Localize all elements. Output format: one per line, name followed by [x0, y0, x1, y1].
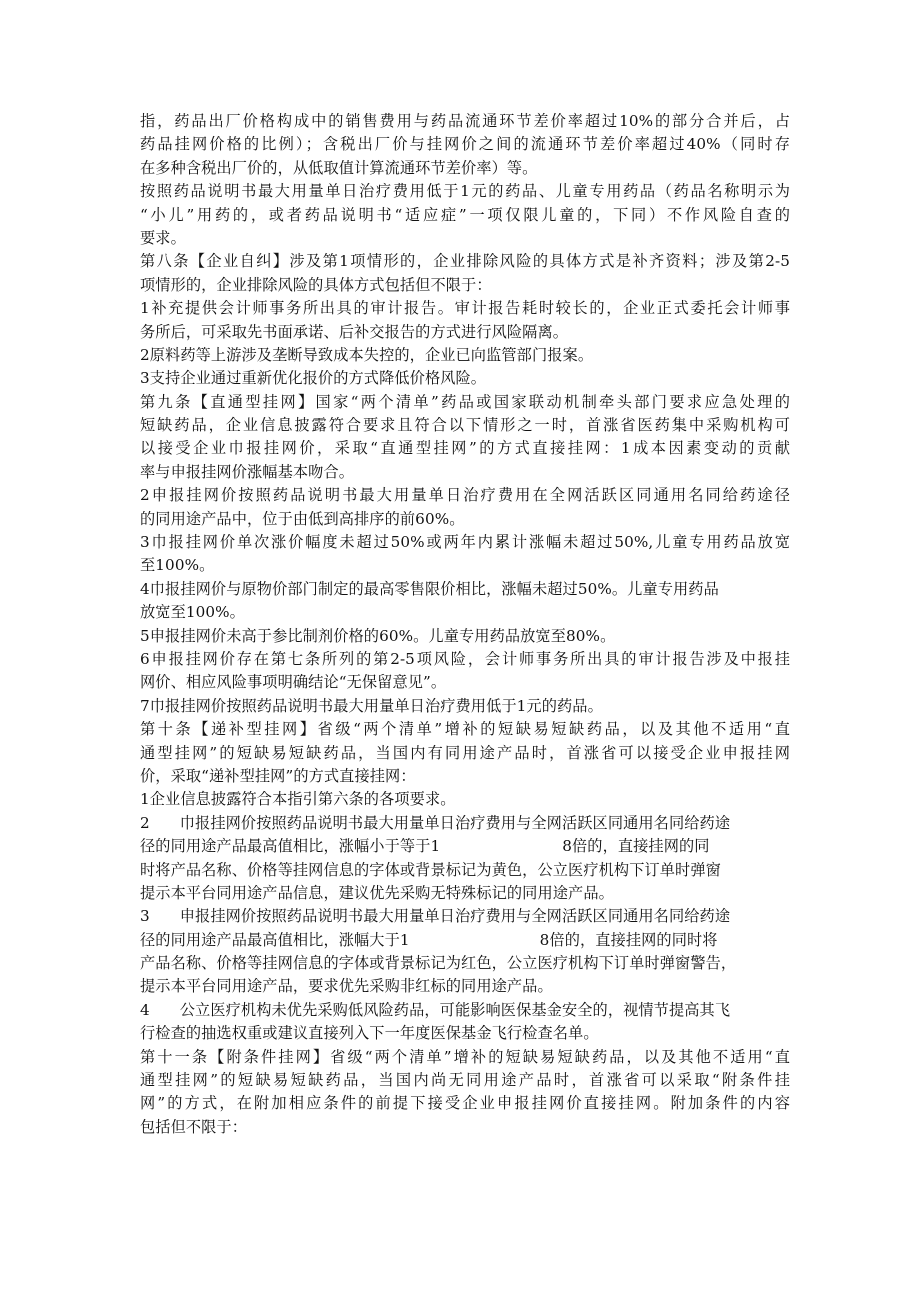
item-text: 8倍的，直接挂网的同时将 — [539, 930, 718, 949]
text-line: 2申报挂网价按照药品说明书最大用量单日治疗费用在全网活跃区同通用名同给药途径 — [140, 486, 790, 505]
item-text: 8倍的，直接挂网的同 — [562, 837, 710, 856]
item-text: 径的同用途产品最高值相比，涨幅小于等于1 — [140, 837, 441, 856]
article-8 — [140, 250, 790, 297]
text-line: 要求。 — [140, 228, 186, 247]
article-9-item-2 — [140, 484, 790, 531]
text-line: 至100%。 — [140, 556, 215, 575]
article-8-item-2 — [140, 344, 790, 367]
item-text: 申报挂网价按照药品说明书最大用量单日治疗费用与全网活跃区同通用名同给药途 — [179, 907, 731, 926]
item-text: 径的同用途产品最高值相比，涨幅大于1 — [140, 930, 410, 949]
text-line: 在多种含税出厂价的，从低取值计算流通环节差价率）等。 — [140, 158, 538, 177]
article-9-item-5 — [140, 625, 790, 648]
text-line — [140, 835, 790, 858]
text-line: 通型挂网”的短缺易短缺药品，当国内尚无同用途产品时，首涨省可以采取“附条件挂 — [140, 1071, 790, 1090]
article-8-item-1 — [140, 297, 790, 344]
article-10-item-2 — [140, 812, 790, 906]
article-8-item-3 — [140, 367, 790, 390]
text-line: 提示本平台同用途产品，要求优先采购非红标的同用途产品。 — [140, 977, 553, 996]
text-line: 放宽至100%。 — [140, 603, 245, 622]
text-line: 7巾报挂网价按照药品说明书最大用量单日治疗费用低于1元的药品。 — [140, 696, 603, 715]
text-line: 3支持企业通过重新优化报价的方式降低价格风险。 — [140, 369, 487, 388]
text-line: 网”的方式，在附加相应条件的前提下接受企业申报挂网价直接挂网。附加条件的内容 — [140, 1094, 790, 1113]
text-line: 项情形的，企业排除风险的具体方式包括但不限于： — [140, 275, 492, 294]
item-number: 3 — [140, 907, 150, 926]
text-line: 包括但不限于： — [140, 1117, 248, 1136]
item-number: 2 — [140, 813, 150, 832]
text-line: 1企业信息披露符合本指引第六条的各项要求。 — [140, 790, 456, 809]
text-line — [140, 999, 790, 1022]
text-line: 5申报挂网价未高于参比制剂价格的60%。儿童专用药品放宽至80%。 — [140, 626, 616, 645]
text-line: 4巾报挂网价与原物价部门制定的最高零售限价相比，涨幅未超过50%。儿童专用药品 — [140, 579, 719, 598]
article-10-item-4 — [140, 999, 790, 1046]
article-10-item-3 — [140, 905, 790, 999]
text-line: 指，药品出厂价格构成中的销售费用与药品流通环节差价率超过10%的部分合并后，占 — [140, 112, 790, 130]
text-line: 通型挂网”的短缺易短缺药品，当国内有同用途产品时，首涨省可以接受企业申报挂网 — [140, 743, 790, 762]
article-9-item-7 — [140, 695, 790, 718]
document-body — [140, 110, 790, 1139]
text-line: 1补充提供会计师事务所出具的审计报告。审计报告耗时较长的，企业正式委托会计师事 — [140, 299, 790, 318]
text-line: 第九条【直通型挂网】国家“两个清单”药品或国家联动机制牵头部门要求应急处理的 — [140, 392, 790, 411]
item-number: 4 — [140, 1000, 150, 1019]
text-line — [140, 905, 790, 928]
text-line: 第十一条【附条件挂网】省级“两个清单”增补的短缺易短缺药品，以及其他不适用“直 — [140, 1047, 790, 1066]
paragraph-pricing-definition — [140, 110, 790, 180]
text-line: 产品名称、价格等挂网信息的字体或背景标记为红色，公立医疗机构下订单时弹窗警告， — [140, 954, 737, 973]
text-line — [140, 812, 790, 835]
text-line: 行检查的抽选权重或建议直接列入下一年度医保基金飞行检查名单。 — [140, 1024, 599, 1043]
text-line: 价，采取“递补型挂网”的方式直接挂网： — [140, 766, 416, 785]
text-line: 网价、相应风险事项明确结论“无保留意见”。 — [140, 673, 447, 692]
text-line: 药品挂网价格的比例）；含税出厂价与挂网价之间的流通环节差价率超过40%（同时存 — [140, 135, 790, 154]
article-9-item-3 — [140, 531, 790, 578]
item-text: 公立医疗机构未优先采购低风险药品，可能影响医保基金安全的，视情节提高其飞 — [179, 1000, 731, 1019]
text-line: 以接受企业巾报挂网价，采取“直通型挂网”的方式直接挂网：1成本因素变动的贡献 — [140, 439, 790, 458]
text-line: 时将产品名称、价格等挂网信息的字体或背景标记为黄色，公立医疗机构下订单时弹窗 — [140, 860, 721, 879]
article-9 — [140, 391, 790, 485]
text-line: 务所后，可采取先书面承诺、后补交报告的方式进行风险隔离。 — [140, 322, 569, 341]
text-line — [140, 929, 790, 952]
text-line: 短缺药品，企业信息披露符合要求且符合以下情形之一时，首涨省医药集中采购机构可 — [140, 416, 790, 435]
article-9-item-4 — [140, 578, 790, 625]
text-line: 的同用途产品中，位于由低到高排序的前60%。 — [140, 509, 465, 528]
article-9-item-6 — [140, 648, 790, 695]
paragraph-exemption — [140, 180, 790, 250]
article-11 — [140, 1046, 790, 1140]
text-line: 第十条【递补型挂网】省级“两个清单”增补的短缺易短缺药品，以及其他不适用“直 — [140, 720, 790, 739]
text-line: “小儿”用药的，或者药品说明书“适应症”一项仅限儿童的，下同）不作风险自查的 — [140, 205, 790, 224]
text-line: 提示本平台同用途产品信息，建议优先采购无特殊标记的同用途产品。 — [140, 883, 614, 902]
text-line: 按照药品说明书最大用量单日治疗费用低于1元的药品、儿童专用药品（药品名称明示为 — [140, 182, 790, 201]
text-line: 率与申报挂网价涨幅基本吻合。 — [140, 462, 355, 481]
text-line: 6申报挂网价存在第七条所列的第2-5项风险，会计师事务所出具的审计报告涉及中报挂 — [140, 649, 790, 668]
item-text: 巾报挂网价按照药品说明书最大用量单日治疗费用与全网活跃区同通用名同给药途 — [179, 813, 731, 832]
article-10 — [140, 718, 790, 788]
article-10-item-1 — [140, 788, 790, 811]
text-line: 3巾报挂网价单次涨价幅度未超过50%或两年内累计涨幅未超过50%,儿童专用药品放宽 — [140, 533, 790, 552]
text-line: 2原料药等上游涉及垄断导致成本失控的，企业已向监管部门报案。 — [140, 345, 594, 364]
text-line: 第八条【企业自纠】涉及第1项情形的，企业排除风险的具体方式是补齐资料；涉及第2-5 — [140, 252, 790, 271]
